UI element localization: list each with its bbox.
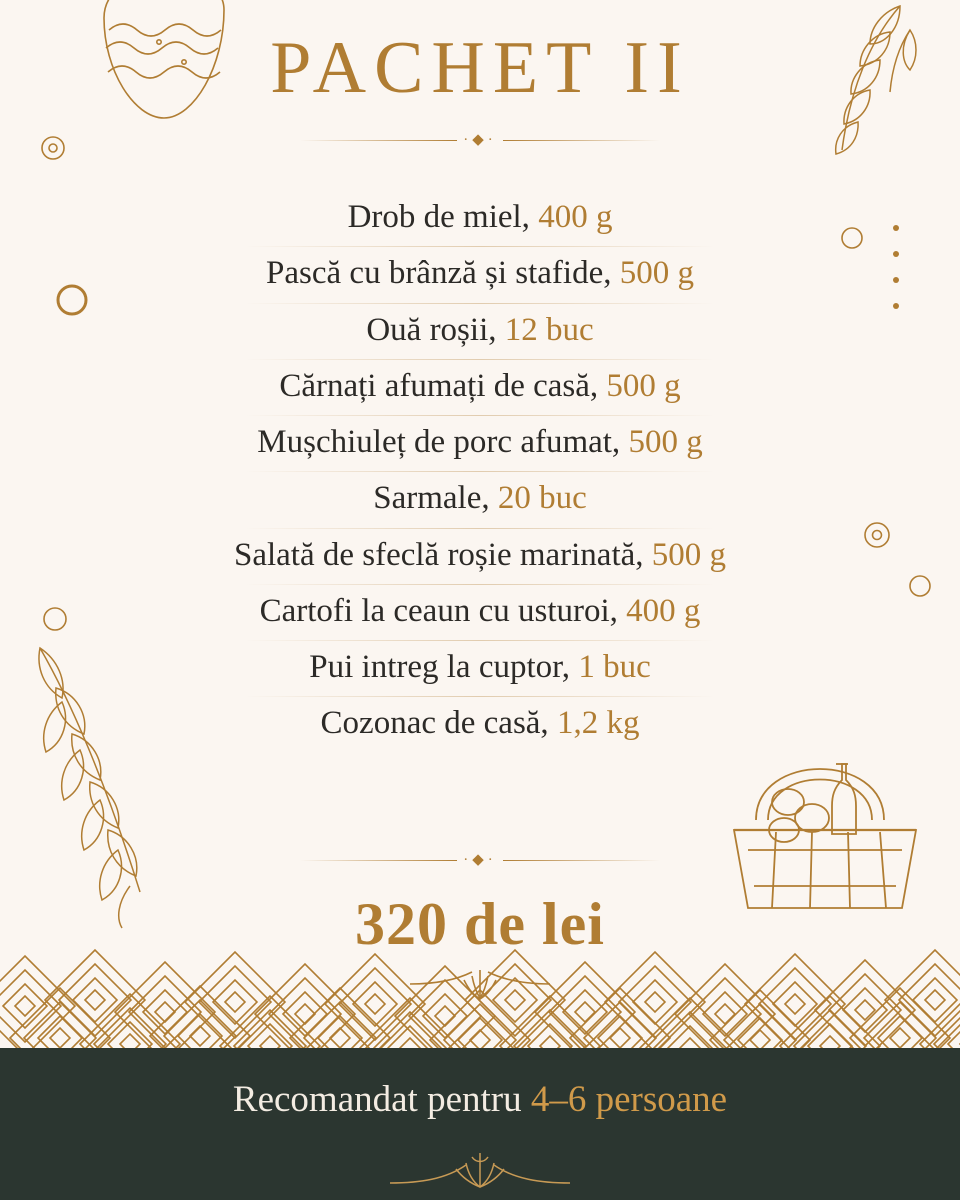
- list-item: [80, 471, 880, 527]
- list-item: [80, 696, 880, 752]
- list-item: [80, 359, 880, 415]
- divider-line-right: [503, 140, 660, 141]
- footer-text-prefix: Recomandat pentru: [232, 1079, 531, 1120]
- menu-list: [80, 190, 880, 753]
- item-name: Sarmale,: [373, 480, 490, 517]
- item-name: Cartofi la ceaun cu usturoi,: [259, 592, 618, 629]
- divider-top: [300, 128, 660, 152]
- item-quantity: 500 g: [606, 367, 681, 404]
- item-name: Pască cu brânză și stafide,: [266, 255, 612, 292]
- footer-band: [0, 1048, 960, 1200]
- price-label: 320 de lei: [355, 891, 605, 957]
- item-quantity: 400 g: [538, 199, 613, 235]
- circle-outline-right-icon: [906, 572, 934, 600]
- item-quantity: 400 g: [626, 592, 701, 629]
- divider-line-right: [503, 860, 660, 861]
- item-name: Mușchiuleț de porc afumat,: [257, 424, 621, 460]
- item-quantity: 1,2 kg: [556, 705, 640, 742]
- item-quantity: 1 buc: [578, 649, 651, 685]
- footer-flourish-icon: [380, 1149, 580, 1194]
- divider-line-left: [300, 860, 457, 861]
- circle-dot-icon: [38, 133, 68, 163]
- item-quantity: 500 g: [628, 424, 703, 460]
- list-item: [80, 528, 880, 584]
- divider-diamond-icon: ·◆·: [463, 131, 497, 148]
- list-item: [80, 640, 880, 696]
- footer-recommendation: [0, 1078, 960, 1121]
- item-name: Pui intreg la cuptor,: [309, 649, 571, 685]
- divider-line-left: [300, 140, 457, 141]
- item-name: Drob de miel,: [347, 199, 530, 235]
- list-item: [80, 246, 880, 302]
- geometric-pattern-band: [0, 948, 960, 1048]
- item-name: Salată de sfeclă roșie marinată,: [233, 536, 644, 573]
- item-name: Cărnați afumați de casă,: [279, 367, 599, 404]
- divider-bottom: [300, 848, 660, 872]
- item-name: Cozonac de casă,: [320, 705, 549, 742]
- divider-diamond-icon: ·◆·: [463, 851, 497, 868]
- item-quantity: 12 buc: [504, 311, 594, 348]
- item-quantity: 20 buc: [497, 480, 587, 517]
- circle-outline-small-icon: [40, 604, 70, 634]
- footer-people-count: 4–6 persoane: [530, 1079, 728, 1120]
- list-item: [80, 415, 880, 471]
- list-item: [80, 190, 880, 246]
- item-quantity: 500 g: [619, 255, 694, 292]
- list-item: [80, 584, 880, 640]
- list-item: [80, 303, 880, 359]
- page-title: PACHET II: [270, 27, 690, 109]
- item-quantity: 500 g: [651, 536, 727, 573]
- item-name: Ouă roșii,: [366, 311, 497, 348]
